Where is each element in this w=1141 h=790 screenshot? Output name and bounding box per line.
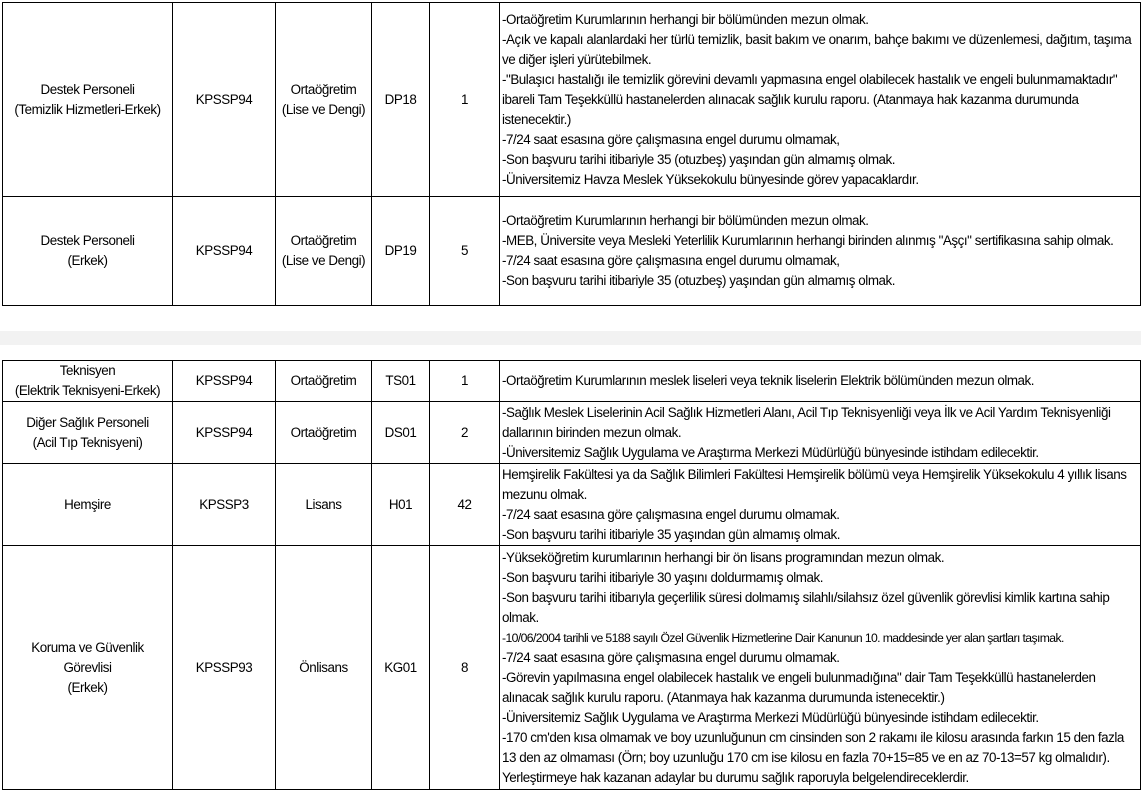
- education-cell: [276, 546, 372, 790]
- requirement: -7/24 saat esasına göre çalışmasına engel durumu olmamak,: [502, 131, 840, 147]
- page-separator: [0, 331, 1141, 345]
- requirement: -Açık ve kapalı alanlardaki her türlü temizlik, basit bakım ve onarım, bahçe bakımı ve düzenlemesi, dağıtım, taşıma ve diğer işleri yürütebilmek.: [502, 31, 1132, 67]
- requirement: -"Bulaşıcı hastalığı ile temizlik görevini devamlı yapmasına engel olabilecek hastalık ve engeli bulunmamaktadır" ibareli Tam Teşekküllü hastanelerden alınacak sağlık kurulu raporu. (Atanmaya hak kazanma durumunda istenecektir.): [502, 71, 1118, 127]
- education-line: Ortaöğretim: [290, 81, 357, 97]
- position-line: (Elektrik Teknisyeni-Erkek): [14, 383, 161, 398]
- requirement: Hemşirelik Fakültesi ya da Sağlık Bilimleri Fakültesi Hemşirelik bölümü veya Hemşirelik Yüksekokulu 4 yıllık lisans mezunu olmak.: [502, 466, 1127, 502]
- requirement: -Son başvuru tarihi itibariyle 30 yaşını doldurmamış olmak.: [502, 569, 824, 585]
- requirement: -Üniversitemiz Havza Meslek Yüksekokulu bünyesinde görev yapacaklardır.: [502, 171, 919, 187]
- requirements-cell: [500, 402, 1141, 464]
- code-cell: DS01: [372, 402, 430, 464]
- requirement: -Son başvuru tarihi itibariyle 35 yaşından gün almamış olmak.: [502, 526, 840, 542]
- code-cell: DP18: [372, 3, 430, 197]
- positions-table-2: [2, 360, 1141, 790]
- count-cell: 1: [430, 3, 500, 197]
- position-cell: [3, 402, 173, 464]
- position-line: Hemşire: [64, 496, 111, 512]
- position-line: Teknisyen: [59, 363, 116, 378]
- education-cell: [276, 3, 372, 197]
- positions-table-1: [2, 2, 1141, 306]
- position-cell: [3, 197, 173, 306]
- education-cell: [276, 464, 372, 546]
- position-line: Destek Personeli: [40, 233, 135, 248]
- table-row: [3, 197, 1141, 306]
- requirement: -10/06/2004 tarihli ve 5188 sayılı Özel Güvenlik Hizmetlerine Dair Kanunun 10. maddesinde yer alan şartları taşımak.: [502, 630, 1064, 645]
- education-line: Lisans: [305, 496, 342, 512]
- requirements-cell: [500, 3, 1141, 197]
- education-line: (Lise ve Dengi): [281, 101, 366, 117]
- table-row: [3, 402, 1141, 464]
- count-cell: 42: [430, 464, 500, 546]
- education-cell: [276, 402, 372, 464]
- requirement: -Üniversitemiz Sağlık Uygulama ve Araştırma Merkezi Müdürlüğü bünyesinde istihdam edilecektir.: [502, 709, 1039, 725]
- exam-cell: KPSSP94: [173, 361, 276, 402]
- requirement: -Son başvuru tarihi itibarıyla geçerlilik süresi dolmamış silahlı/silahsız özel güvenlik görevlisi kimlik kartına sahip olmak.: [502, 589, 1110, 625]
- requirement: -Görevin yapılmasına engel olabilecek hastalık ve engeli bulunmadığına" dair Tam Teşekküllü hastanelerden alınacak sağlık kurulu raporu. (Atanmaya hak kazanma durumunda istenecektir.): [502, 669, 1096, 705]
- requirement: -Son başvuru tarihi itibariyle 35 (otuzbeş) yaşından gün almamış olmak.: [502, 273, 896, 288]
- position-cell: [3, 546, 173, 790]
- position-line: (Temizlik Hizmetleri-Erkek): [14, 101, 161, 117]
- code-cell: TS01: [372, 361, 430, 402]
- position-line: Destek Personeli: [40, 81, 135, 97]
- education-line: Ortaöğretim: [290, 424, 357, 440]
- exam-cell: KPSSP3: [173, 464, 276, 546]
- requirement: -Yükseköğretim kurumlarının herhangi bir ön lisans programından mezun olmak.: [502, 549, 945, 565]
- education-line: Ortaöğretim: [290, 233, 357, 248]
- requirement: -Ortaöğretim Kurumlarının herhangi bir bölümünden mezun olmak.: [502, 11, 869, 27]
- position-line: (Acil Tıp Teknisyeni): [32, 434, 143, 450]
- count-cell: 2: [430, 402, 500, 464]
- requirement: -MEB, Üniversite veya Mesleki Yeterlilik Kurumlarının herhangi birinden alınmış "Aşçı" sertifikasına sahip olmak.: [502, 233, 1114, 248]
- education-cell: [276, 361, 372, 402]
- position-line: (Erkek): [67, 253, 108, 268]
- requirements-cell: [500, 361, 1141, 402]
- education-line: (Lise ve Dengi): [281, 253, 366, 268]
- requirement: -7/24 saat esasına göre çalışmasına engel durumu olmamak,: [502, 253, 840, 268]
- requirements-cell: [500, 546, 1141, 790]
- requirement: -7/24 saat esasına göre çalışmasına engel durumu olmamak.: [502, 649, 840, 665]
- requirement: -Ortaöğretim Kurumlarının herhangi bir bölümünden mezun olmak.: [502, 213, 869, 228]
- position-line: Koruma ve Güvenlik: [31, 639, 144, 655]
- exam-cell: KPSSP93: [173, 546, 276, 790]
- exam-cell: KPSSP94: [173, 197, 276, 306]
- requirement: -7/24 saat esasına göre çalışmasına engel durumu olmamak.: [502, 506, 840, 522]
- position-cell: [3, 3, 173, 197]
- table-row: [3, 464, 1141, 546]
- count-cell: 1: [430, 361, 500, 402]
- requirement: -Son başvuru tarihi itibariyle 35 (otuzbeş) yaşından gün almamış olmak.: [502, 151, 896, 167]
- count-cell: 5: [430, 197, 500, 306]
- position-line: (Erkek): [67, 679, 108, 695]
- count-cell: 8: [430, 546, 500, 790]
- requirements-cell: [500, 464, 1141, 546]
- position-line: Diğer Sağlık Personeli: [26, 414, 149, 430]
- requirement: -Üniversitemiz Sağlık Uygulama ve Araştırma Merkezi Müdürlüğü bünyesinde istihdam edilecektir.: [502, 444, 1039, 460]
- requirement: -Ortaöğretim Kurumlarının meslek liseleri veya teknik liselerin Elektrik bölümünden mezun olmak.: [502, 373, 1035, 388]
- exam-cell: KPSSP94: [173, 3, 276, 197]
- position-cell: [3, 361, 173, 402]
- table-row: [3, 3, 1141, 197]
- code-cell: KG01: [372, 546, 430, 790]
- education-cell: [276, 197, 372, 306]
- table-row: [3, 361, 1141, 402]
- position-cell: [3, 464, 173, 546]
- table-row: [3, 546, 1141, 790]
- code-cell: H01: [372, 464, 430, 546]
- position-line: Görevlisi: [63, 659, 112, 675]
- education-line: Önlisans: [299, 659, 348, 675]
- requirements-cell: [500, 197, 1141, 306]
- requirement: -170 cm'den kısa olmamak ve boy uzunluğunun cm cinsinden son 2 rakamı ile kilosu arasında farkın 15 den fazla 13 den az olmaması (Örn; boy uzunluğu 170 cm ise kilosu en fazla 70+15=85 ve en az 70-13=57 kg olmalıdır). Yerleştirmeye hak kazanan adaylar bu durumu sağlık raporuyla belgelendireceklerdir.: [502, 729, 1124, 785]
- exam-cell: KPSSP94: [173, 402, 276, 464]
- requirement: -Sağlık Meslek Liselerinin Acil Sağlık Hizmetleri Alanı, Acil Tıp Teknisyenliği veya İlk ve Acil Yardım Teknisyenliği dallarının birinden mezun olmak.: [502, 404, 1111, 440]
- education-line: Ortaöğretim: [290, 373, 357, 388]
- code-cell: DP19: [372, 197, 430, 306]
